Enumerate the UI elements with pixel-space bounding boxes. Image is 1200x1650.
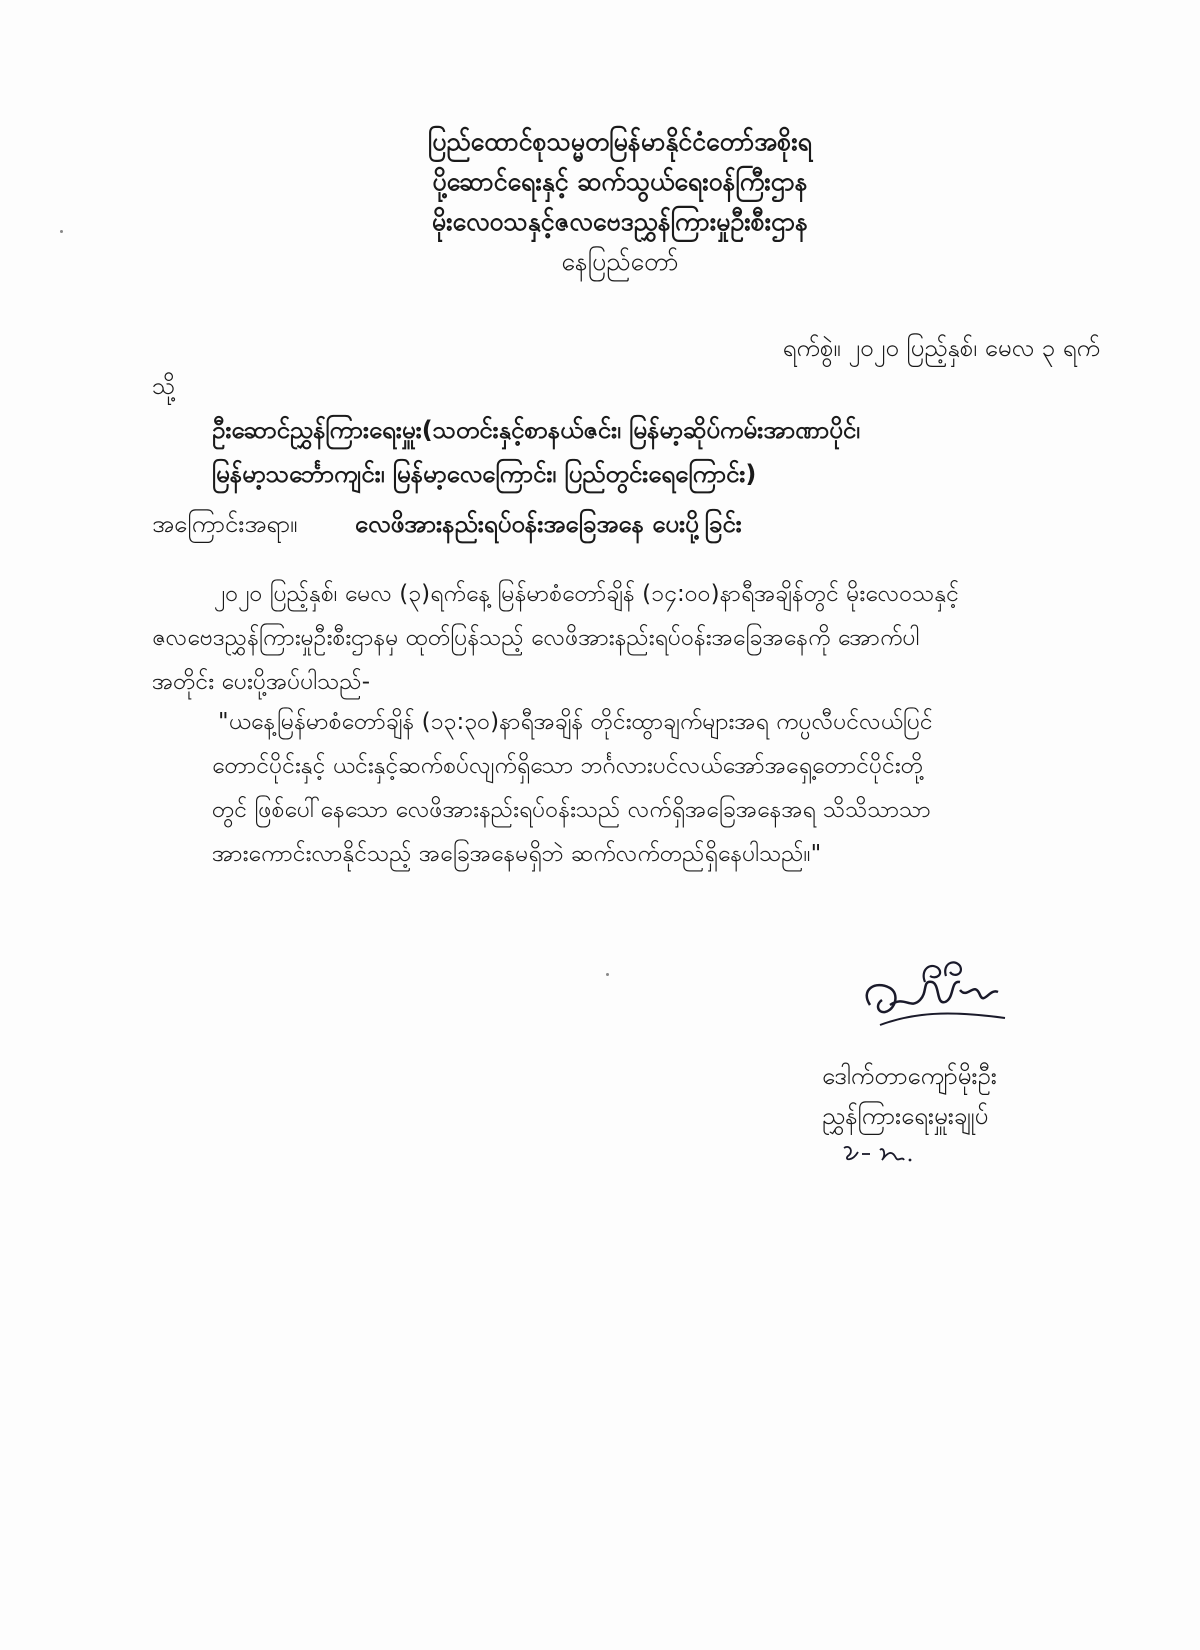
subject-line [152, 508, 742, 544]
subject-text: လေဖိအားနည်းရပ်ဝန်းအခြေအနေ ပေးပို့ခြင်း [354, 510, 742, 538]
recipient-label: သို့ [152, 372, 176, 400]
scan-speck [60, 230, 63, 233]
letterhead-ministry: ပို့ဆောင်ရေးနှင့် ဆက်သွယ်ရေးဝန်ကြီးဌာန [432, 167, 808, 196]
handwritten-initials [840, 1140, 920, 1170]
quoted-bulletin [212, 700, 1072, 876]
scan-speck [606, 973, 609, 976]
quote-line: အားကောင်းလာနိုင်သည့် အခြေအနေမရှိဘဲ ဆက်လက်တည်ရှိနေပါသည်။" [212, 841, 822, 867]
body-line: ဇလဗေဒညွှန်ကြားမှုဦးစီးဌာနမှ ထုတ်ပြန်သည့် လေဖိအားနည်းရပ်ဝန်းအခြေအနေကို အောက်ပါ [152, 625, 920, 651]
quote-line: "ယနေ့မြန်မာစံတော်ချိန် (၁၃:၃၀)နာရီအချိန် တိုင်းထွာချက်များအရ ကပ္ပလီပင်လယ်ပြင် [218, 709, 933, 735]
body-paragraph [152, 572, 1072, 704]
letterhead-location: နေပြည်တော် [561, 247, 679, 276]
signatory-title: ညွှန်ကြားရေးမှူးချုပ် [822, 1102, 989, 1130]
reference-date: ရက်စွဲ။ ၂၀၂၀ ပြည့်နှစ်၊ မေလ ၃ ရက် [782, 334, 1100, 362]
quote-line: တောင်ပိုင်းနှင့် ယင်းနှင့်ဆက်စပ်လျက်ရှိသော ဘင်္ဂလားပင်လယ်အော်အရှေ့တောင်ပိုင်းတို့ [212, 753, 924, 779]
letterhead-government: ပြည်ထောင်စုသမ္မတမြန်မာနိုင်ငံတော်အစိုးရ [428, 127, 812, 156]
letterhead [300, 122, 940, 282]
signatory-name: ဒေါက်တာကျော်မိုးဦး [822, 1062, 997, 1090]
handwritten-signature [850, 950, 1020, 1040]
letterhead-department: မိုးလေဝသနှင့်ဇလဗေဒညွှန်ကြားမှုဦးစီးဌာန [431, 207, 809, 236]
recipient-line: ဦးဆောင်ညွှန်ကြားရေးမှူး(သတင်းနှင့်စာနယ်ဇင်း၊ မြန်မာ့ဆိုပ်ကမ်းအာဏာပိုင်၊ [212, 416, 860, 444]
quote-line: တွင် ဖြစ်ပေါ်နေသော လေဖိအားနည်းရပ်ဝန်းသည် လက်ရှိအခြေအနေအရ သိသိသာသာ [212, 797, 931, 823]
subject-label: အကြောင်းအရာ။ [152, 510, 298, 538]
body-line: အတိုင်း ပေးပို့အပ်ပါသည်- [152, 669, 371, 695]
recipient-line: မြန်မာ့သင်္ဘောကျင်း၊ မြန်မာ့လေကြောင်း၊ ပြည်တွင်းရေကြောင်း) [212, 460, 757, 488]
body-line: ၂၀၂၀ ပြည့်နှစ်၊ မေလ (၃)ရက်နေ့ မြန်မာစံတော်ချိန် (၁၄:၀၀)နာရီအချိန်တွင် မိုးလေဝသနှင့် [214, 581, 960, 607]
recipient-block [212, 408, 1092, 496]
